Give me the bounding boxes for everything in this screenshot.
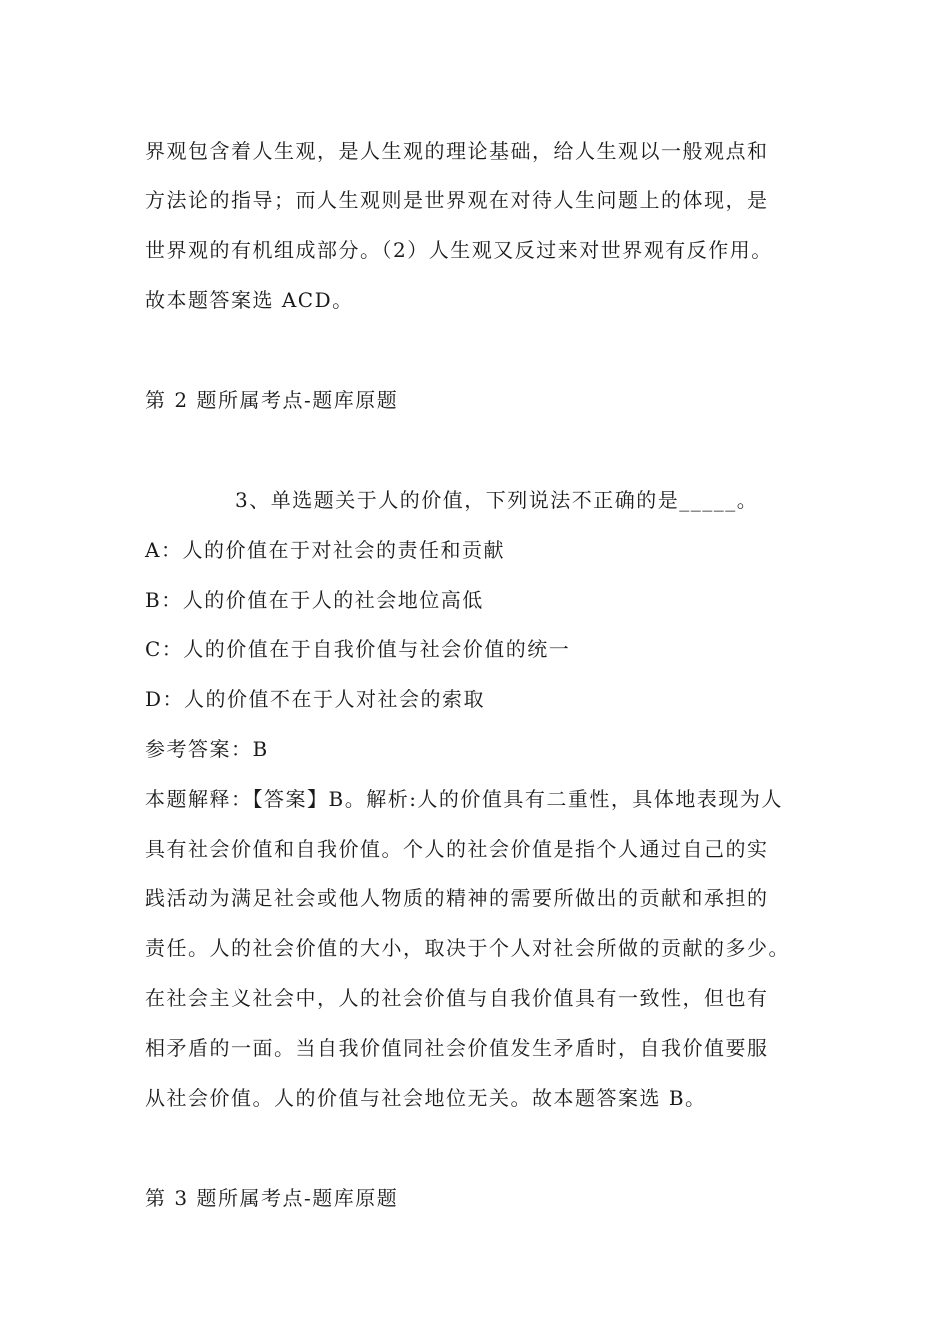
explanation-line: 在社会主义社会中，人的社会价值与自我价值具有一致性，但也有 — [145, 986, 769, 1010]
paragraph-line: 界观包含着人生观，是人生观的理论基础，给人生观以一般观点和 — [145, 139, 769, 163]
explanation-line: 本题解释：【答案】B。解析:人的价值具有二重性，具体地表现为人 — [145, 787, 783, 811]
paragraph-line: 世界观的有机组成部分。（2）人生观又反过来对世界观有反作用。 — [145, 238, 773, 262]
paragraph-line: 故本题答案选 ACD。 — [145, 288, 354, 312]
explanation-line: 责任。人的社会价值的大小，取决于个人对社会所做的贡献的多少。 — [145, 936, 790, 960]
reference-answer: 参考答案：B — [145, 737, 269, 761]
question-3-stem: 3、单选题关于人的价值，下列说法不正确的是_____。 — [235, 488, 759, 512]
option-d: D：人的价值不在于人对社会的索取 — [145, 687, 486, 711]
explanation-line: 践活动为满足社会或他人物质的精神的需要所做出的贡献和承担的 — [145, 886, 769, 910]
explanation-line: 相矛盾的一面。当自我价值同社会价值发生矛盾时，自我价值要服 — [145, 1036, 769, 1060]
explanation-line: 具有社会价值和自我价值。个人的社会价值是指个人通过自己的实 — [145, 837, 769, 861]
option-c: C：人的价值在于自我价值与社会价值的统一 — [145, 637, 571, 661]
explanation-line: 从社会价值。人的价值与社会地位无关。故本题答案选 B。 — [145, 1086, 707, 1110]
paragraph-line: 方法论的指导；而人生观则是世界观在对待人生问题上的体现，是 — [145, 188, 769, 212]
q3-topic-footer: 第 3 题所属考点-题库原题 — [145, 1186, 399, 1210]
option-b: B：人的价值在于人的社会地位高低 — [145, 588, 484, 612]
option-a: A：人的价值在于对社会的责任和贡献 — [145, 538, 505, 562]
q2-topic-footer: 第 2 题所属考点-题库原题 — [145, 388, 399, 412]
